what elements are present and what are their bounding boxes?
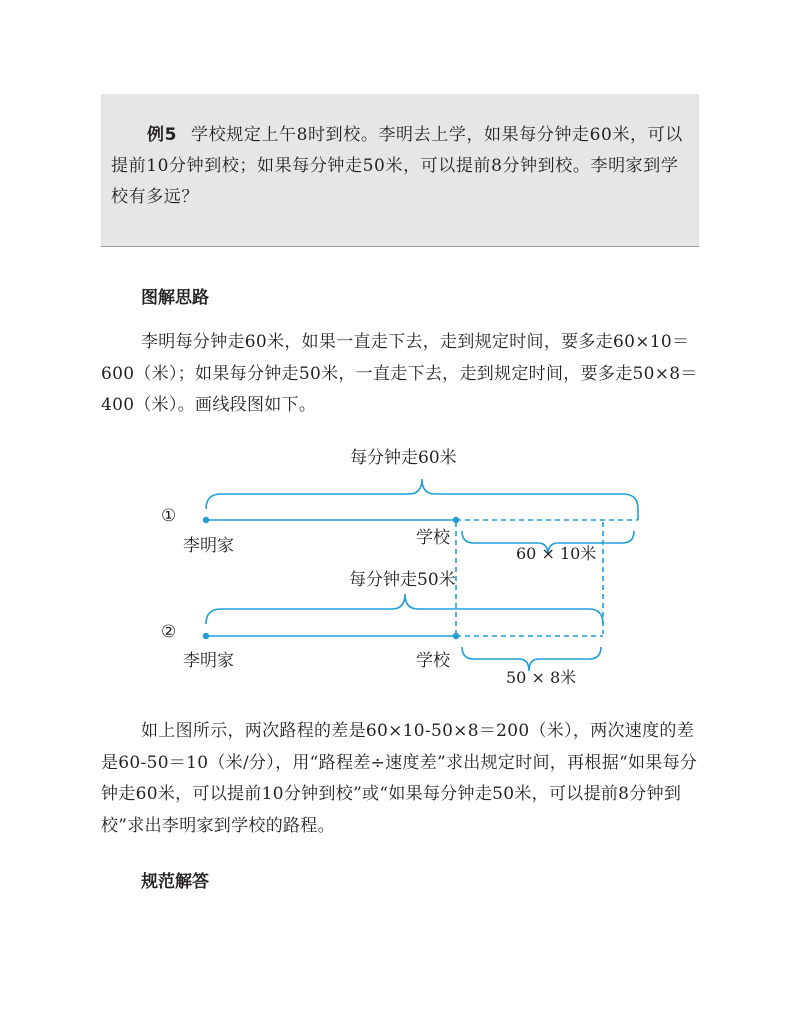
paragraph-reasoning: 李明每分钟走60米，如果一直走下去，走到规定时间，要多走60×10＝600（米）；如果每分钟走50米，一直走下去，走到规定时间，要多走50×8＝400（米）。画线段图如下。 <box>101 332 698 415</box>
row2-school-dot <box>453 633 459 639</box>
row1-extra-label: 60 × 10米 <box>516 544 597 563</box>
row2-school-label: 学校 <box>416 651 450 671</box>
row2-extra-label: 50 × 8米 <box>506 668 577 687</box>
heading-standard-answer: 规范解答 <box>141 872 209 892</box>
row1-brace-label: 每分钟走60米 <box>350 448 457 468</box>
paragraph-analysis: 如上图所示，两次路程的差是60×10-50×8＝200（米），两次速度的差是60-50＝10（米/分），用“路程差÷速度差”求出规定时间，再根据“如果每分钟走60米，可以提前10分钟到校”或“如果每分钟走50米，可以提前8分钟到校”求出李明家到学校的路程。 <box>101 721 698 836</box>
heading-solution-idea: 图解思路 <box>141 288 209 308</box>
row1-number: ① <box>161 506 177 526</box>
row2-total-brace <box>206 594 603 624</box>
row1-school-dot <box>453 517 459 523</box>
example-label: 例5 <box>147 125 178 145</box>
row1-total-brace <box>206 479 638 509</box>
row2-home-dot <box>203 633 209 639</box>
row2-brace-label: 每分钟走50米 <box>349 570 456 590</box>
row1-home-dot <box>203 517 209 523</box>
row1-home-label: 李明家 <box>183 536 234 556</box>
row2-number: ② <box>161 622 177 642</box>
example-problem-text: 学校规定上午8时到校。李明去上学，如果每分钟走60米，可以提前10分钟到校；如果每分钟走50米，可以提前8分钟到校。李明家到学校有多远？ <box>111 125 683 207</box>
row2-home-label: 李明家 <box>183 651 234 671</box>
row1-school-label: 学校 <box>416 528 450 548</box>
